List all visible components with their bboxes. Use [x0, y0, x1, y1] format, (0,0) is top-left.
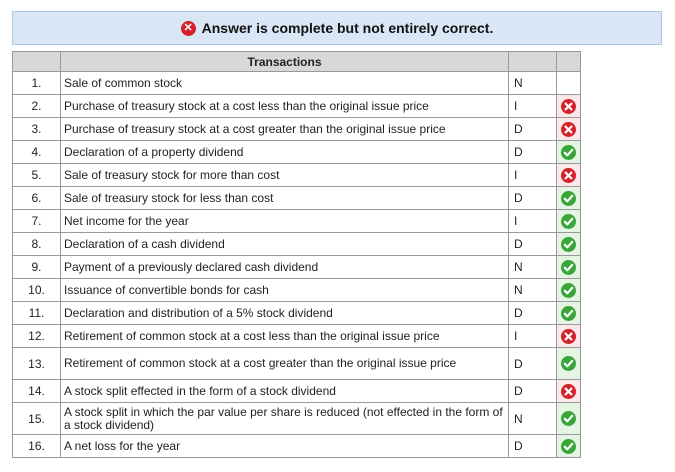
check-circle-icon: [561, 439, 576, 454]
status-mark-cell: [557, 435, 581, 458]
feedback-text: Answer is complete but not entirely correct.: [201, 20, 494, 36]
answer-field[interactable]: D: [509, 348, 557, 380]
header-blank-mark: [557, 52, 581, 72]
row-number: 5.: [13, 164, 61, 187]
table-row: [13, 118, 581, 141]
row-number: 9.: [13, 256, 61, 279]
row-number: 15.: [13, 403, 61, 435]
transaction-description: Declaration of a cash dividend: [61, 233, 509, 256]
header-blank-num: [13, 52, 61, 72]
check-circle-icon: [561, 411, 576, 426]
transaction-description: Net income for the year: [61, 210, 509, 233]
transaction-description: Payment of a previously declared cash dividend: [61, 256, 509, 279]
answer-field[interactable]: D: [509, 141, 557, 164]
x-circle-icon: [561, 384, 576, 399]
x-circle-icon: [561, 168, 576, 183]
table-row: [13, 403, 581, 435]
answer-field[interactable]: I: [509, 95, 557, 118]
answer-field[interactable]: D: [509, 187, 557, 210]
status-mark-cell: [557, 302, 581, 325]
answer-field[interactable]: D: [509, 302, 557, 325]
row-number: 12.: [13, 325, 61, 348]
table-row: [13, 380, 581, 403]
row-number: 7.: [13, 210, 61, 233]
transaction-description: Declaration and distribution of a 5% stock dividend: [61, 302, 509, 325]
row-number: 13.: [13, 348, 61, 380]
transaction-description: A stock split in which the par value per share is reduced (not effected in the form of a stock dividend): [61, 403, 509, 435]
status-mark-cell: [557, 210, 581, 233]
status-mark-cell: [557, 380, 581, 403]
check-circle-icon: [561, 356, 576, 371]
transactions-table: [12, 51, 581, 458]
row-number: 6.: [13, 187, 61, 210]
status-mark-cell: [557, 164, 581, 187]
answer-field[interactable]: D: [509, 118, 557, 141]
status-mark-cell: [557, 403, 581, 435]
transaction-description: Declaration of a property dividend: [61, 141, 509, 164]
table-row: [13, 325, 581, 348]
row-number: 14.: [13, 380, 61, 403]
row-number: 1.: [13, 72, 61, 95]
status-mark-cell: [557, 325, 581, 348]
answer-field[interactable]: D: [509, 435, 557, 458]
check-circle-icon: [561, 306, 576, 321]
status-mark-cell: [557, 141, 581, 164]
status-mark-cell: [557, 279, 581, 302]
check-circle-icon: [561, 237, 576, 252]
table-row: [13, 141, 581, 164]
transaction-description: Retirement of common stock at a cost greater than the original issue price: [61, 348, 509, 380]
answer-field[interactable]: D: [509, 380, 557, 403]
status-mark-cell: [557, 256, 581, 279]
transaction-description: Sale of common stock: [61, 72, 509, 95]
row-number: 2.: [13, 95, 61, 118]
x-circle-icon: [561, 122, 576, 137]
answer-field[interactable]: D: [509, 233, 557, 256]
table-row: [13, 279, 581, 302]
x-circle-icon: ✕: [181, 21, 196, 36]
table-row: [13, 233, 581, 256]
transaction-description: Sale of treasury stock for more than cost: [61, 164, 509, 187]
table-row: [13, 348, 581, 380]
check-circle-icon: [561, 191, 576, 206]
transaction-description: A stock split effected in the form of a stock dividend: [61, 380, 509, 403]
row-number: 16.: [13, 435, 61, 458]
answer-field[interactable]: I: [509, 325, 557, 348]
table-row: [13, 72, 581, 95]
table-row: [13, 256, 581, 279]
status-mark-cell: [557, 187, 581, 210]
table-row: [13, 210, 581, 233]
header-blank-answer: [509, 52, 557, 72]
check-circle-icon: [561, 214, 576, 229]
x-circle-icon: [561, 329, 576, 344]
status-mark-cell: [557, 95, 581, 118]
table-row: [13, 95, 581, 118]
table-row: [13, 302, 581, 325]
answer-field[interactable]: N: [509, 72, 557, 95]
transaction-description: Sale of treasury stock for less than cost: [61, 187, 509, 210]
row-number: 3.: [13, 118, 61, 141]
transaction-description: A net loss for the year: [61, 435, 509, 458]
answer-field[interactable]: I: [509, 210, 557, 233]
status-mark-cell: [557, 72, 581, 95]
status-mark-cell: [557, 118, 581, 141]
table-row: [13, 164, 581, 187]
x-circle-icon: [561, 99, 576, 114]
check-circle-icon: [561, 260, 576, 275]
row-number: 4.: [13, 141, 61, 164]
answer-field[interactable]: I: [509, 164, 557, 187]
header-transactions: Transactions: [61, 52, 509, 72]
transaction-description: Purchase of treasury stock at a cost greater than the original issue price: [61, 118, 509, 141]
status-mark-cell: [557, 348, 581, 380]
row-number: 8.: [13, 233, 61, 256]
table-row: [13, 435, 581, 458]
transaction-description: Purchase of treasury stock at a cost less than the original issue price: [61, 95, 509, 118]
transaction-description: Retirement of common stock at a cost less than the original issue price: [61, 325, 509, 348]
check-circle-icon: [561, 283, 576, 298]
status-mark-cell: [557, 233, 581, 256]
answer-field[interactable]: N: [509, 403, 557, 435]
feedback-banner: [12, 11, 662, 45]
check-circle-icon: [561, 145, 576, 160]
row-number: 11.: [13, 302, 61, 325]
answer-field[interactable]: N: [509, 279, 557, 302]
row-number: 10.: [13, 279, 61, 302]
answer-field[interactable]: N: [509, 256, 557, 279]
transaction-description: Issuance of convertible bonds for cash: [61, 279, 509, 302]
table-row: [13, 187, 581, 210]
